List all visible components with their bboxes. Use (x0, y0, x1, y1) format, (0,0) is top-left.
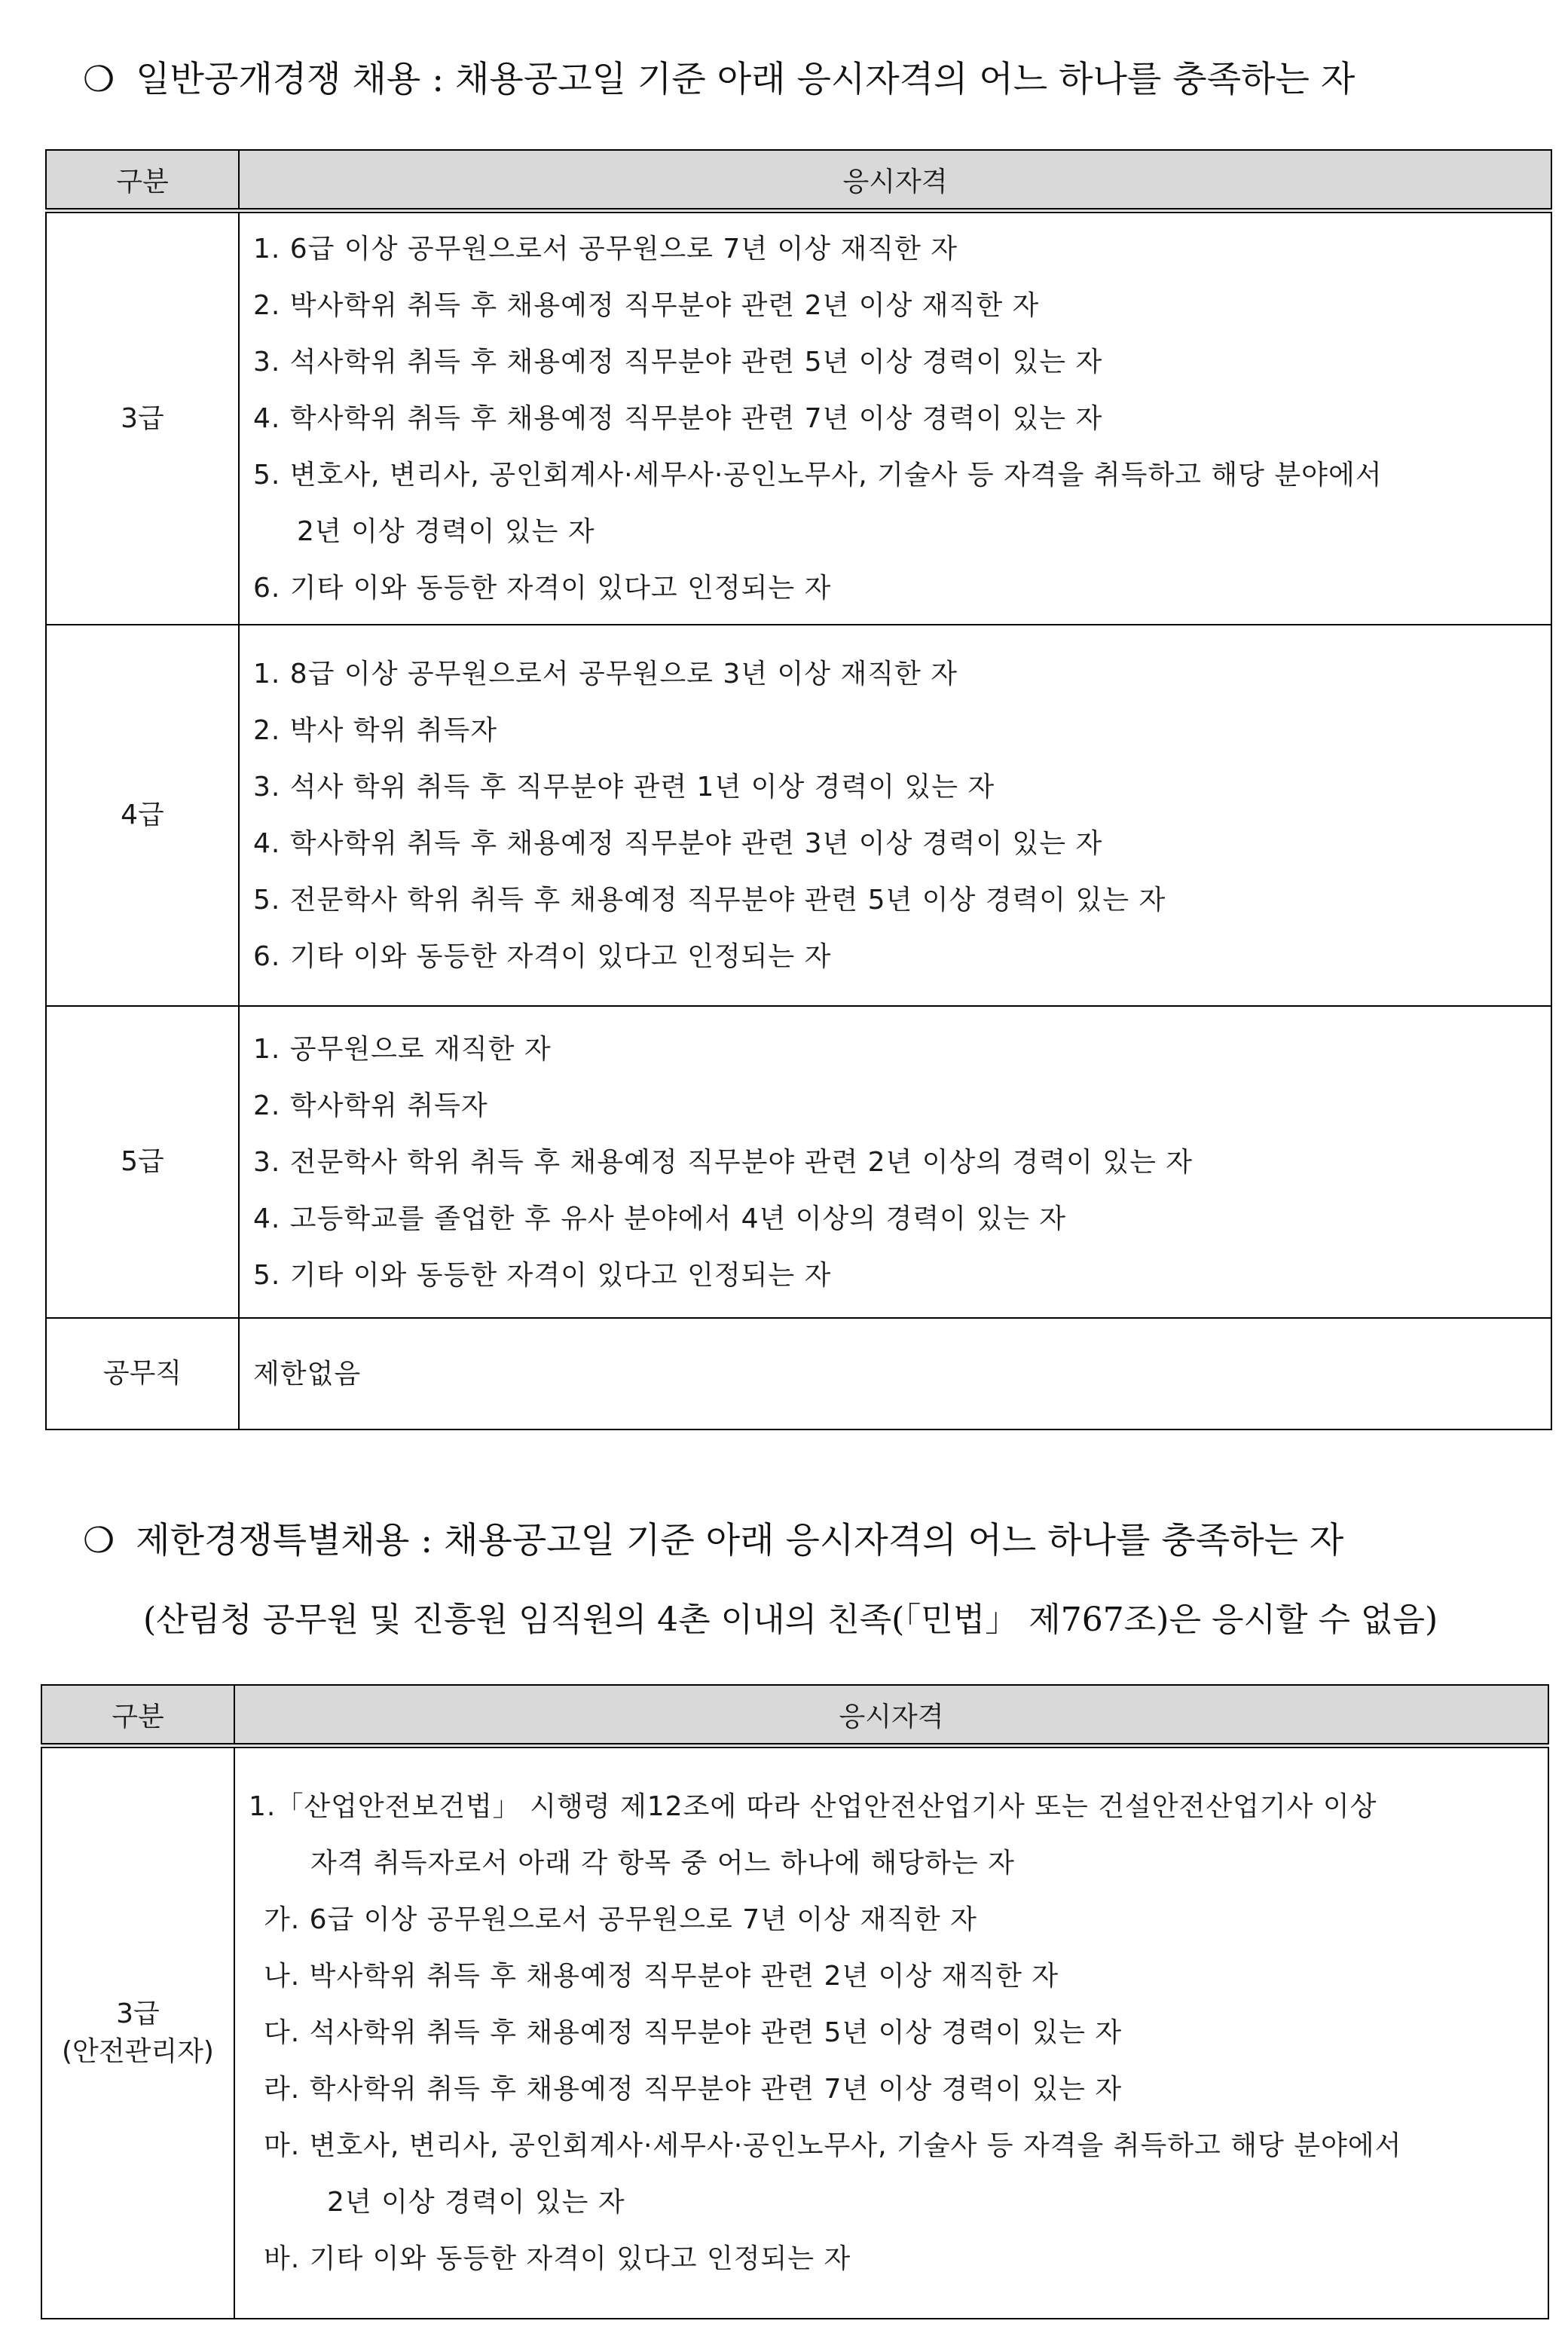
list-item: 5. 전문학사 학위 취득 후 채용예정 직무분야 관련 5년 이상 경력이 있는 자 (253, 885, 1166, 916)
header-qualification: 응시자격 (234, 1685, 1548, 1746)
list-item: 1. 공무원으로 재직한 자 (253, 1033, 552, 1065)
restricted-recruitment-table (41, 1684, 1549, 2319)
section1-heading (83, 57, 1355, 102)
list-item: 5. 변호사, 변리사, 공인회계사·세무사·공인노무사, 기술사 등 자격을 취득하고 해당 분야에서 (253, 460, 1383, 491)
table-row (46, 625, 1551, 1006)
table-row (41, 1746, 1548, 2319)
qualification-cell (234, 1746, 1548, 2319)
list-item: 2. 학사학위 취득자 (253, 1090, 488, 1121)
qualification-cell (239, 211, 1551, 625)
grade-label: 3급 (116, 1998, 160, 2029)
list-item: 3. 석사 학위 취득 후 직무분야 관련 1년 이상 경력이 있는 자 (253, 772, 995, 803)
list-item: 5. 기타 이와 동등한 자격이 있다고 인정되는 자 (253, 1259, 832, 1291)
list-item: 4. 학사학위 취득 후 채용예정 직무분야 관련 3년 이상 경력이 있는 자 (253, 828, 1103, 859)
header-qualification: 응시자격 (239, 150, 1551, 211)
sub-list-item: 나. 박사학위 취득 후 채용예정 직무분야 관련 2년 이상 재직한 자 (264, 1961, 1059, 1992)
header-category: 구분 (41, 1685, 234, 1746)
list-item: 4. 고등학교를 졸업한 후 유사 분야에서 4년 이상의 경력이 있는 자 (253, 1203, 1067, 1234)
grade-cell: 3급 (46, 211, 239, 625)
grade-cell: 5급 (46, 1006, 239, 1318)
table-header-row (41, 1685, 1548, 1746)
section2-note: (산림청 공무원 및 진흥원 임직원의 4촌 이내의 친족(「민법」 제767조)은 응시할 수 없음) (143, 1601, 1438, 1639)
grade-cell (41, 1746, 234, 2319)
sub-list-item: 라. 학사학위 취득 후 채용예정 직무분야 관련 7년 이상 경력이 있는 자 (264, 2074, 1123, 2105)
list-item: 1. 8급 이상 공무원으로서 공무원으로 3년 이상 재직한 자 (253, 659, 958, 690)
sub-list-item: 마. 변호사, 변리사, 공인회계사·세무사·공인노무사, 기술사 등 자격을 취득하고 해당 분야에서 (264, 2130, 1402, 2162)
grade-sublabel: (안전관리자) (62, 2035, 214, 2067)
sub-list-item: 다. 석사학위 취득 후 채용예정 직무분야 관련 5년 이상 경력이 있는 자 (264, 2017, 1123, 2049)
list-item: 1. 6급 이상 공무원으로서 공무원으로 7년 이상 재직한 자 (253, 234, 958, 264)
qualification-cell (239, 625, 1551, 1006)
list-item: 3. 석사학위 취득 후 채용예정 직무분야 관련 5년 이상 경력이 있는 자 (253, 347, 1103, 378)
list-item: 6. 기타 이와 동등한 자격이 있다고 인정되는 자 (253, 941, 832, 972)
qualification-cell (239, 1318, 1551, 1429)
list-item-continuation: 2년 이상 경력이 있는 자 (297, 516, 595, 547)
sub-list-item: 가. 6급 이상 공무원으로서 공무원으로 7년 이상 재직한 자 (264, 1904, 977, 1936)
list-item-continuation: 자격 취득자로서 아래 각 항목 중 어느 하나에 해당하는 자 (310, 1848, 1015, 1879)
table-header-row (46, 150, 1551, 211)
table-row (46, 1318, 1551, 1429)
circle-bullet-icon: ❍ (83, 59, 115, 100)
list-item: 4. 학사학위 취득 후 채용예정 직무분야 관련 7년 이상 경력이 있는 자 (253, 403, 1103, 434)
list-item: 6. 기타 이와 동등한 자격이 있다고 인정되는 자 (253, 573, 832, 604)
section1-title: 일반공개경쟁 채용 : 채용공고일 기준 아래 응시자격의 어느 하나를 충족하는 자 (136, 59, 1356, 100)
table-row (46, 1006, 1551, 1318)
qualification-cell (239, 1006, 1551, 1318)
grade-cell: 4급 (46, 625, 239, 1006)
section2-title: 제한경쟁특별채용 : 채용공고일 기준 아래 응시자격의 어느 하나를 충족하는 자 (136, 1520, 1344, 1561)
general-recruitment-table (45, 149, 1552, 1430)
list-item: 1.「산업안전보건법」 시행령 제12조에 따라 산업안전산업기사 또는 건설안전산업기사 이상 (249, 1791, 1377, 1823)
list-item: 2. 박사 학위 취득자 (253, 715, 498, 746)
list-item: 제한없음 (253, 1358, 362, 1390)
grade-cell: 공무직 (46, 1318, 239, 1429)
table-row (46, 211, 1551, 625)
sub-list-item-continuation: 2년 이상 경력이 있는 자 (327, 2187, 625, 2218)
section2-heading (83, 1518, 1343, 1564)
sub-list-item: 바. 기타 이와 동등한 자격이 있다고 인정되는 자 (264, 2243, 851, 2275)
circle-bullet-icon: ❍ (83, 1520, 115, 1561)
header-category: 구분 (46, 150, 239, 211)
list-item: 3. 전문학사 학위 취득 후 채용예정 직무분야 관련 2년 이상의 경력이 있는 자 (253, 1146, 1194, 1178)
list-item: 2. 박사학위 취득 후 채용예정 직무분야 관련 2년 이상 재직한 자 (253, 290, 1040, 321)
